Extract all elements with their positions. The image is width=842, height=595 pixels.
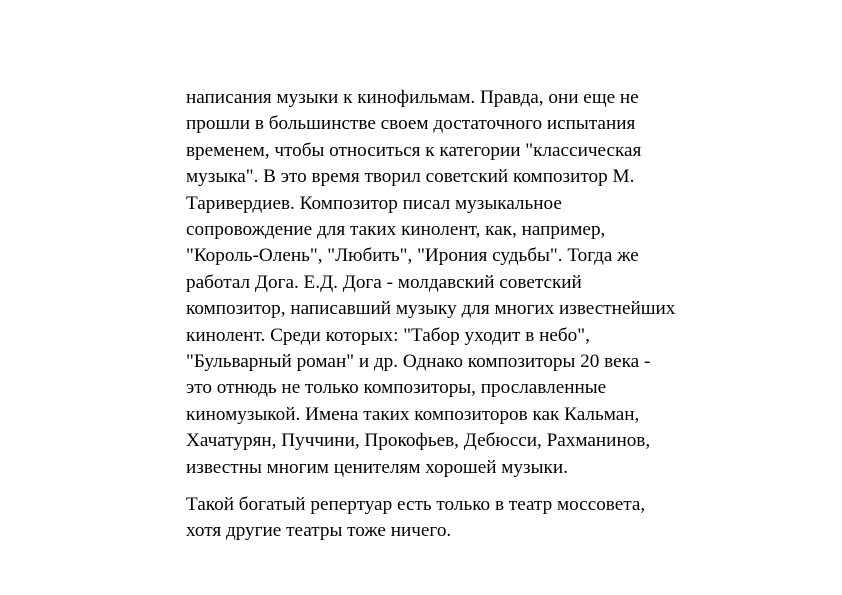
document-text (186, 85, 786, 545)
text-line: киномузыкой. Имена таких композиторов как Кальман, (186, 403, 640, 425)
text-line: Хачатурян, Пуччини, Прокофьев, Дебюсси, Рахманинов, (186, 430, 651, 452)
text-line: "Король-Олень", "Любить", "Ирония судьбы". Тогда же (186, 245, 639, 267)
text-line: работал Дога. Е.Д. Дога - молдавский советский (186, 271, 582, 293)
text-line: написания музыки к кинофильмам. Правда, они еще не (186, 87, 639, 108)
text-line: прошли в большинстве своем достаточного испытания (186, 113, 636, 135)
text-line: Таривердиев. Композитор писал музыкальное (186, 192, 562, 214)
text-line: Такой богатый репертуар есть только в театр моссовета, (186, 493, 646, 515)
text-line: известны многим ценителям хорошей музыки. (186, 456, 568, 478)
text-line: музыка". В это время творил советский композитор М. (186, 166, 635, 188)
text-line: "Бульварный роман" и др. Однако композиторы 20 века - (186, 351, 651, 373)
text-line: хотя другие театры тоже ничего. (186, 520, 452, 542)
paragraph-1 (186, 85, 786, 481)
text-line: композитор, написавший музыку для многих известнейших (186, 298, 676, 320)
text-line: сопровождение для таких кинолент, как, например, (186, 219, 606, 241)
text-line: кинолент. Среди которых: "Табор уходит в небо", (186, 324, 590, 346)
text-line: это отнюдь не только композиторы, прославленные (186, 377, 607, 399)
text-line: временем, чтобы относиться к категории "классическая (186, 139, 642, 161)
paragraph-2 (186, 492, 786, 545)
